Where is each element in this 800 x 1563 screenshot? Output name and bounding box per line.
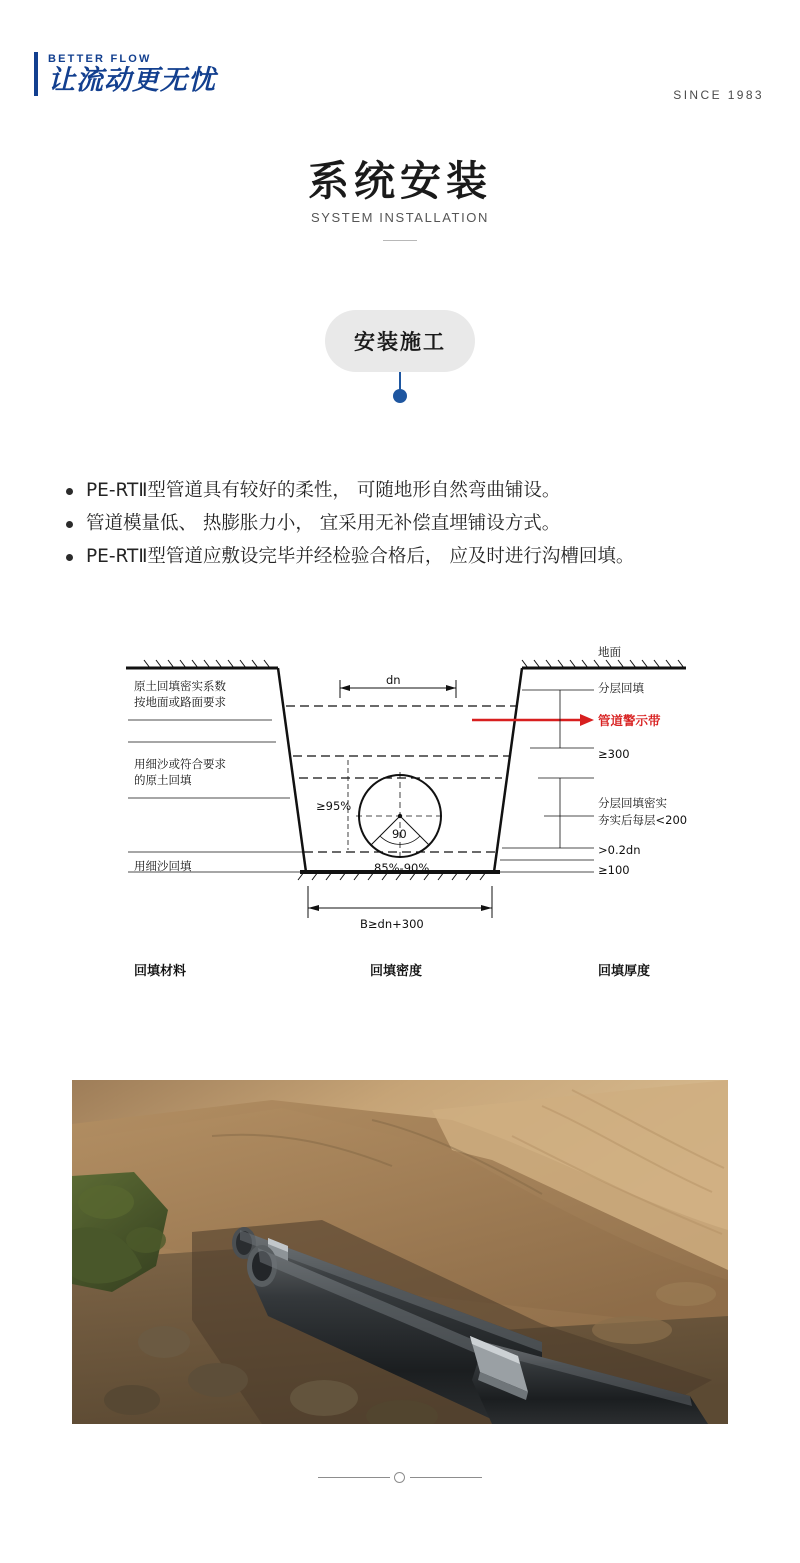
page-title: 系统安装 <box>308 157 492 205</box>
diagram-label-warning-tape: 管道警示带 <box>598 713 661 728</box>
diagram-label-left-1: 原土回填密实系数 <box>134 679 226 693</box>
trench-cross-section-diagram <box>0 620 800 1000</box>
diagram-label-compaction-1: 分层回填密实 <box>598 796 667 810</box>
diagram-label-dn: dn <box>386 673 401 687</box>
diagram-label-min300: ≥300 <box>598 747 630 761</box>
site-photo-svg <box>72 1080 728 1424</box>
diagram-label-left-4: 的原土回填 <box>134 773 192 787</box>
diagram-label-compaction-upper: ≥95% <box>316 799 352 813</box>
brand-logo <box>34 52 216 96</box>
diagram-label-left-2: 按地面或路面要求 <box>134 695 226 709</box>
footer-divider-left <box>318 1477 390 1478</box>
diagram-footer-material: 回填材料 <box>134 964 187 979</box>
list-item-text: PE-RTⅡ型管道应敷设完毕并经检验合格后， 应及时进行沟槽回填。 <box>86 546 635 567</box>
diagram-label-layered-backfill: 分层回填 <box>598 681 644 695</box>
list-item <box>66 476 766 506</box>
diagram-footer-density: 回填密度 <box>370 964 423 979</box>
bullet-list <box>66 476 766 575</box>
diagram-label-trench-width: B≥dn+300 <box>360 917 424 931</box>
bullet-dot-icon <box>66 554 73 561</box>
since-text: SINCE 1983 <box>673 88 764 102</box>
page-header <box>0 0 800 120</box>
footer-divider-right <box>410 1477 482 1478</box>
list-item <box>66 542 766 572</box>
badge-dot-icon <box>393 389 407 403</box>
list-item <box>66 509 766 539</box>
list-item-text: 管道模量低、 热膨胀力小， 宜采用无补偿直埋铺设方式。 <box>86 513 561 534</box>
brand-logo-en: BETTER FLOW <box>48 53 152 65</box>
list-item-text: PE-RTⅡ型管道具有较好的柔性， 可随地形自然弯曲铺设。 <box>86 480 561 501</box>
footer-circle-icon <box>394 1472 405 1483</box>
diagram-label-ground: 地面 <box>598 645 621 659</box>
badge-stem <box>399 372 401 390</box>
diagram-label-min100: ≥100 <box>598 863 630 877</box>
diagram-label-compaction-2: 夯实后每层<200 <box>598 813 688 827</box>
bullet-dot-icon <box>66 488 73 495</box>
page-subtitle: SYSTEM INSTALLATION <box>310 210 489 225</box>
diagram-label-left-3: 用细沙或符合要求 <box>134 757 226 771</box>
diagram-footer-thickness: 回填厚度 <box>598 964 651 979</box>
diagram-label-02dn: >0.2dn <box>598 843 641 857</box>
title-divider <box>383 240 417 241</box>
section-badge: 安装施工 <box>325 310 475 372</box>
diagram-label-left-5: 用细沙回填 <box>134 859 192 873</box>
site-photo <box>72 1080 728 1424</box>
bullet-dot-icon <box>66 521 73 528</box>
diagram-label-compaction-lower: 85%-90% <box>374 861 430 875</box>
brand-logo-cn: 让流动更无忧 <box>48 65 216 96</box>
diagram-label-angle: 90 <box>392 827 407 841</box>
